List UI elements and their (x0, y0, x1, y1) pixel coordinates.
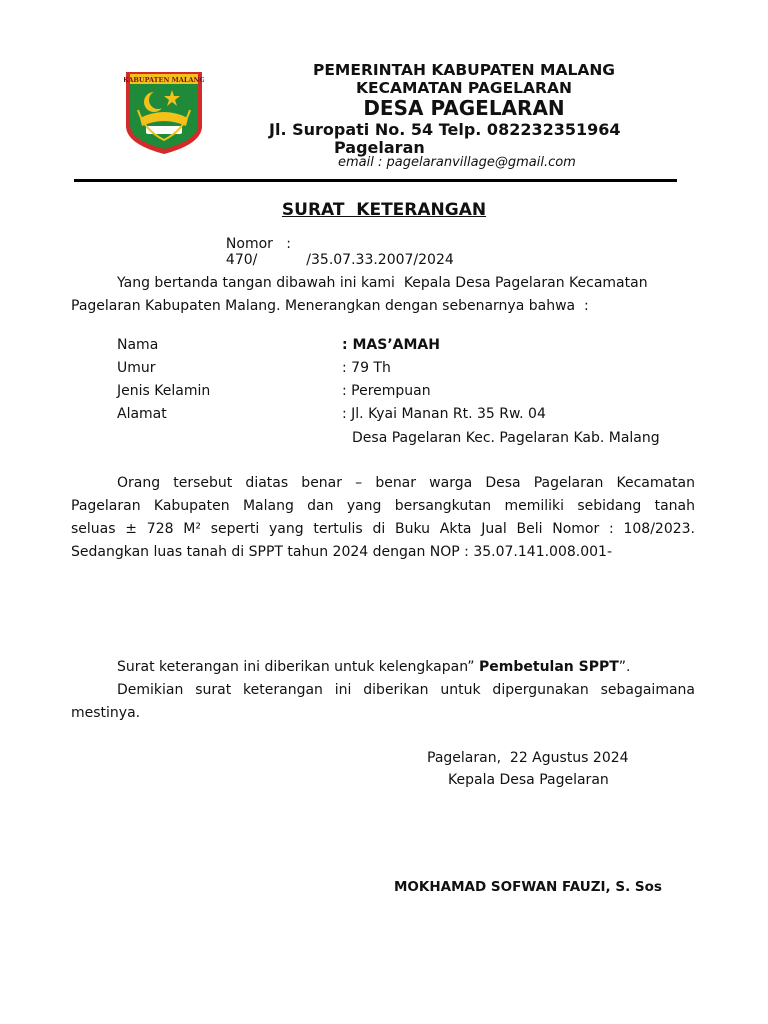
header-government: PEMERINTAH KABUPATEN MALANG (312, 61, 616, 79)
purpose-text: Surat keterangan ini diberikan untuk kelengkapan” (117, 659, 475, 675)
body-line-4: Sedangkan luas tanah di SPPT tahun 2024 dengan NOP : 35.07.141.008.001- (71, 544, 612, 560)
header-address-city: Pagelaran (334, 138, 425, 157)
header-address: Jl. Suropati No. 54 Telp. 082232351964 (269, 120, 621, 139)
letter-number-value: 470/ /35.07.33.2007/2024 (225, 252, 454, 268)
emblem-text: KABUPATEN MALANG (124, 76, 204, 84)
body-line-1 (117, 472, 695, 495)
closing-text-1: Demikian surat keterangan ini diberikan untuk dipergunakan sebagaimana (117, 682, 695, 698)
signer-name: MOKHAMAD SOFWAN FAUZI, S. Sos (394, 879, 662, 895)
body-line-2 (71, 495, 695, 518)
header-village: DESA PAGELARAN (363, 96, 565, 120)
closing-line-1 (117, 679, 695, 702)
field-name-label: Nama (117, 337, 159, 353)
header-divider (74, 179, 677, 182)
closing-line-2: mestinya. (71, 705, 141, 721)
field-age-label: Umur (117, 360, 156, 376)
body-line-3 (71, 518, 695, 541)
purpose-line (117, 656, 630, 679)
field-gender-label: Jenis Kelamin (117, 383, 211, 399)
letter-title: SURAT KETERANGAN (281, 200, 487, 220)
header-email: email : pagelaranvillage@gmail.com (338, 155, 576, 170)
field-gender-value: : Perempuan (342, 383, 431, 399)
field-address-continuation: Desa Pagelaran Kec. Pagelaran Kab. Malang (352, 430, 660, 446)
header-district: KECAMATAN PAGELARAN (356, 79, 572, 97)
body-text-1: Orang tersebut diatas benar – benar warga Desa Pagelaran Kecamatan (117, 475, 695, 491)
purpose-emphasis: Pembetulan SPPT (479, 659, 619, 675)
regency-emblem (124, 70, 204, 156)
letter-number-label: Nomor : (225, 236, 291, 252)
intro-line-2: Pagelaran Kabupaten Malang. Menerangkan dengan sebenarnya bahwa : (71, 298, 589, 314)
field-name-value: : MAS’AMAH (342, 337, 440, 353)
field-address-label: Alamat (117, 406, 167, 422)
body-text-2: Pagelaran Kabupaten Malang dan yang bersangkutan memiliki sebidang tanah (71, 498, 695, 514)
field-age-value: : 79 Th (342, 360, 391, 376)
purpose-end: ”. (618, 659, 631, 675)
intro-line-1: Yang bertanda tangan dibawah ini kami Kepala Desa Pagelaran Kecamatan (117, 275, 648, 291)
field-address-value: : Jl. Kyai Manan Rt. 35 Rw. 04 (342, 406, 546, 422)
place-date: Pagelaran, 22 Agustus 2024 (427, 750, 629, 766)
letter-number (217, 220, 454, 268)
signer-title: Kepala Desa Pagelaran (448, 772, 609, 788)
body-text-3: seluas ± 728 M² seperti yang tertulis di Buku Akta Jual Beli Nomor : 108/2023. (71, 521, 695, 537)
